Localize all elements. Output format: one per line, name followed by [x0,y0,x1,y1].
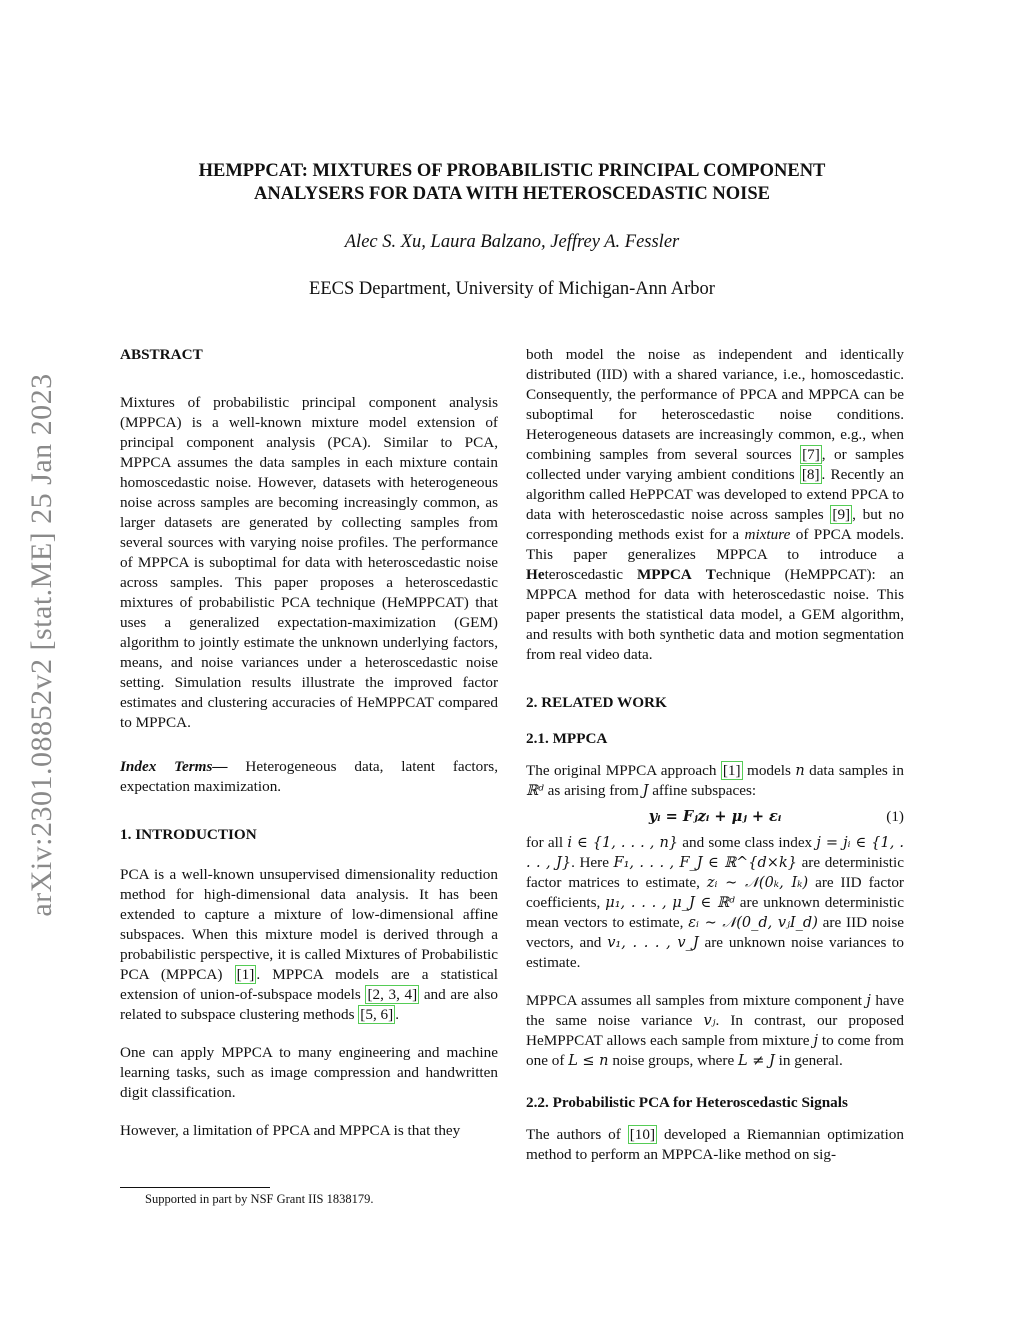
math-j: J [642,783,649,799]
intro-paragraph-1 [120,865,498,1025]
intro-paragraph-3: However, a limitation of PPCA and MPPCA is that they [120,1122,461,1139]
p22-text-a: The authors of [526,1126,628,1143]
subsection-2-1-heading: 2.1. MPPCA [526,730,608,747]
right-column [526,345,904,1165]
paragraph-2-1-c [526,991,904,1071]
title-line-1: HEMPPCAT: MIXTURES OF PROBABILISTIC PRINCIPAL COMPONENT [198,161,826,181]
p21b-text-c: . Here [571,854,614,871]
math-l-le-n: L ≤ n [568,1053,609,1069]
right-p1-text-g [692,566,706,583]
index-terms [120,757,498,797]
abstract-text: Mixtures of probabilistic principal component analysis (MPPCA) is a well-known mixture model extension of principal component analysis (PCA). Similar to PCA, MPPCA assumes the data samples in each mixture contain homoscedastic noise. However, datasets with heterogeneous noise across samples are becoming increasingly common, as larger datasets are generated by collecting samples from several sources with varying noise profiles. The performance of MPPCA is suboptimal for data with heteroscedastic noise across samples. This paper proposes a heteroscedastic mixtures of probabilistic PCA technique (HeMPPCAT) that uses a generalized expectation-maximization (GEM) algorithm to jointly estimate the unknown underlying factors, means, and noise variances under a heteroscedastic noise setting. Simulation results illustrate the improved factor estimates and clustering accuracies of HeMPPCAT compared to MPPCA. [120,394,498,731]
authors: Alec S. Xu, Laura Balzano, Jeffrey A. Fessler [344,232,680,252]
math-7: v₁, . . . , v_J [607,935,699,951]
intro-heading: 1. INTRODUCTION [120,826,257,843]
citation-link[interactable]: [8] [801,466,820,483]
index-terms-text: Heterogeneous data, latent factors, expectation maximization. [120,758,498,795]
right-p1-text-d: , but no corresponding methods exist for a [526,506,904,543]
citation-link[interactable]: [1] [236,966,255,983]
emphasis-mixture: mixture [744,526,791,543]
p21c-text-a: MPPCA assumes all samples from mixture component [526,992,867,1009]
p21a-text-e: affine subspaces: [648,782,757,799]
left-column [120,345,498,1141]
abstract-heading: ABSTRACT [120,346,203,363]
subsection-2-2-heading: 2.2. Probabilistic PCA for Heteroscedastic Signals [526,1094,848,1111]
math-5: μ₁, . . . , μ_J ∈ ℝᵈ [605,895,735,911]
footnote-rule [120,1187,270,1188]
p21b-text-a: for all [526,834,568,851]
right-paragraph-1 [526,345,904,665]
p22-text-b: developed a Riemannian optimization method to perform an MPPCA-like method on sig- [526,1126,904,1163]
equation-1-body: yᵢ = Fⱼzᵢ + μⱼ + εᵢ [648,808,782,825]
p21c-text-f: in general. [774,1052,843,1069]
math-1: i ∈ {1, . . . , n} [567,835,679,851]
math-j: j [866,993,871,1009]
right-p1-text-a: both model the noise as independent and identically distributed (IID) with a shared variance, i.e., homoscedastic. Consequently, the performance of PPCA and MPPCA can be suboptimal for heteroscedastic noise conditions. Heterogeneous datasets are increasingly common, e.g., when combining samples from several sources [526,346,904,463]
index-terms-label: Index Terms— [120,758,228,775]
math-3: F₁, . . . , F_J ∈ ℝ^{d×k} [613,855,797,871]
affiliation: EECS Department, University of Michigan-Ann Arbor [309,279,715,299]
math-4: zᵢ ∼ 𝒩(0ₖ, Iₖ) [706,875,809,891]
equation-1-number: (1) [886,808,904,825]
title-line-2: ANALYSERS FOR DATA WITH HETEROSCEDASTIC NOISE [254,184,770,204]
p21a-text-a: The original MPPCA approach [526,762,721,779]
math-2: j = jᵢ ∈ {1, . . . , J} [526,835,904,871]
right-p1-text-f: teroscedastic [544,566,637,583]
intro-p1-text-d: . [395,1006,399,1023]
arxiv-stamp-text: arXiv:2301.08852v2 [stat.ME] 25 Jan 2023 [25,373,58,917]
citation-link[interactable]: [7] [802,446,820,463]
p21b-text-g: are IID noise vectors, and [526,914,905,951]
p21b-text-e: are IID factor coefficients, [526,874,904,911]
intro-p1-text-a: PCA is a well-known unsupervised dimensionality reduction method for high-dimensional data analysis. It has been extended to capture a mixture of low-dimensional affine subspaces. When this mixture model is derived through a probabilistic perspective, it is called Mixtures of Probabilistic PCA (MPPCA) [120,866,498,983]
math-n: n [795,763,805,779]
p21c-text-c: . In contrast, our proposed HeMPPCAT allows each sample from mixture [526,1012,904,1049]
related-work-heading: 2. RELATED WORK [526,694,667,711]
p21b-text-f: are unknown deterministic mean vectors to estimate, [526,894,905,931]
arxiv-stamp [0,350,100,940]
math-6: εᵢ ∼ 𝒩(0_d, vⱼI_d) [688,915,818,931]
citation-link[interactable]: [5, 6] [360,1006,394,1023]
right-p1-text-e: of PPCA models. This paper generalizes MPPCA to introduce a [526,526,904,563]
citation-link[interactable]: [9] [832,506,851,523]
right-p1-text-b: , or samples collected under varying ambient conditions [526,446,904,483]
p21a-text-d: as arising from [543,782,643,799]
p21b-text-h: are unknown noise variances to estimate. [526,934,904,971]
p21a-text-b: models [742,762,796,779]
p21c-text-b: have the same noise variance [526,992,904,1029]
math-rd: ℝᵈ [526,783,544,799]
citation-link[interactable]: [1] [722,762,741,779]
math-j: j [813,1033,818,1049]
p21b-text-d: are deterministic factor matrices to estimate, [526,854,904,891]
math-l-ne-j: L ≠ J [738,1053,775,1069]
math-vj: vⱼ [703,1013,716,1029]
right-p1-text-h: echnique (HeMPPCAT): an MPPCA method for data with heteroscedastic noise. This paper presents the statistical data model, a GEM algorithm, and results with both synthetic data and motion segmentation from real video data. [526,566,904,663]
p21a-text-c: data samples in [804,762,904,779]
citation-link[interactable]: [2, 3, 4] [367,986,418,1003]
paragraph-2-2 [526,1125,904,1165]
p21c-text-e: noise groups, where [608,1052,739,1069]
citation-link[interactable]: [10] [629,1126,656,1143]
right-p1-text-c: . Recently an algorithm called HePPCAT was developed to extend PPCA to data with heteroscedastic noise across samples [526,466,904,523]
p21b-text-b: and some class index [678,834,817,851]
intro-p1-text-b: . MPPCA models are a statistical extension of union-of-subspace models [120,966,498,1003]
bold-mppca: MPPCA [636,566,692,583]
equation-1 [526,807,904,827]
intro-paragraph-2: One can apply MPPCA to many engineering and machine learning tasks, such as image compression and handwritten digit classification. [120,1044,498,1101]
footnote: Supported in part by NSF Grant IIS 1838179. [145,1192,374,1206]
bold-he: He [526,566,545,583]
intro-p1-text-c: and are also related to subspace clustering methods [120,986,499,1023]
bold-t: T [705,566,716,583]
paragraph-2-1-b [526,833,904,973]
paper-title [120,160,904,206]
p21c-text-d: to come from one of [526,1032,904,1069]
paragraph-2-1-a [526,761,904,801]
